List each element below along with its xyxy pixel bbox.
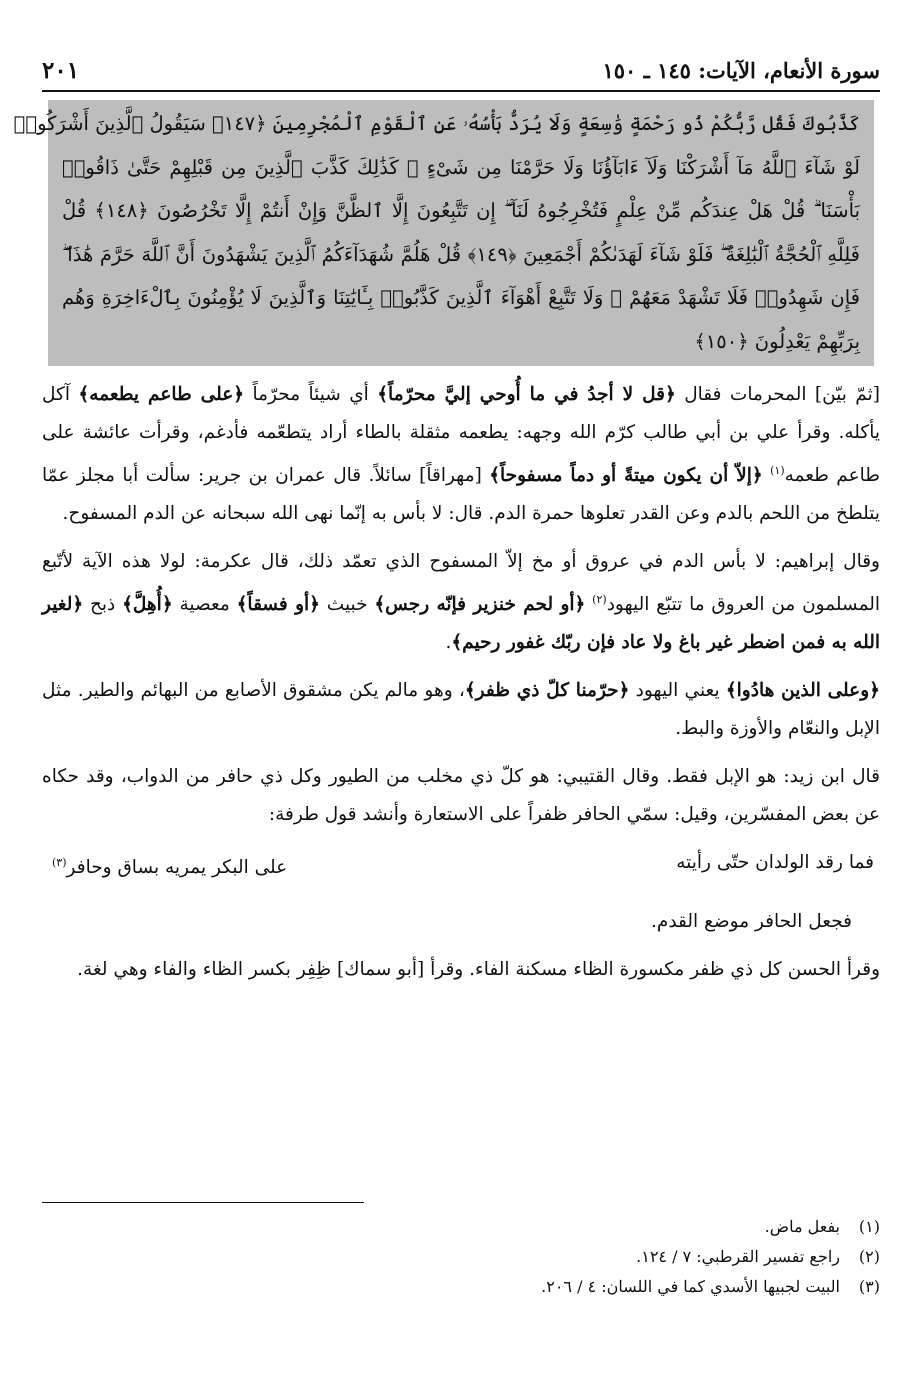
header-rule xyxy=(42,90,880,92)
footnote-number: (٣) xyxy=(858,1277,880,1296)
text-run: [مهراقاً] سائلاً. قال عمران بن جرير: سألت أبا مجلز عمّا يتلطخ من اللحم بالدم وعن القدر تعلوها حمرة الدم. قال: لا بأس به إنّما نهى الله سبحانه عن الدم المسفوح. xyxy=(42,465,880,525)
quran-verses-box xyxy=(13,100,874,366)
text-run: خبيث xyxy=(320,594,375,616)
quoted-verse: ﴿إلاّ أن يكون ميتةً أو دماً مسفوحاً﴾ xyxy=(489,465,763,487)
text-run xyxy=(763,465,770,486)
footnote-item xyxy=(42,1212,880,1242)
text-run: قال ابن زيد: هو الإبل فقط. وقال القتيبي: هو كلّ ذي مخلب من الطيور وكل ذي حافر من الدواب، وقد حكاه عن بعض المفسّرين، وقيل: سمّي الحافر ظفراً على الاستعارة وأنشد قول طرفة: xyxy=(42,766,880,826)
text-run: أي شيئاً محرّماً xyxy=(244,384,378,405)
quoted-verse: ﴿حرّمنا كلّ ذي ظفر﴾ xyxy=(464,680,630,702)
poem-verse xyxy=(42,844,880,887)
quoted-verse: ﴿قل لا أجدُ في ما أُوحي إليَّ محرّماً﴾ xyxy=(377,384,676,405)
after-poem-text: فجعل الحافر موضع القدم. xyxy=(651,911,852,933)
quoted-verse: ﴿وعلى الذين هادُوا﴾ xyxy=(725,680,880,702)
footnote-ref: (١) xyxy=(770,464,785,477)
quoted-verse: ﴿أو فسقاً﴾ xyxy=(236,594,321,616)
footnote-ref: (٢) xyxy=(592,593,607,607)
text-run: يعني اليهود xyxy=(629,680,726,702)
text-run: آكل يأكله. وقرأ علي بن أبي طالب كرّم الله وجهه: يطعمه مثقلة بالطاء أراد يتطعّمه فأدغم، وقرأت عائشة على طاعم طعمه xyxy=(42,384,880,487)
commentary-paragraph xyxy=(42,672,880,748)
text-run: وقال إبراهيم: لا بأس الدم في عروق أو مخ إلاّ المسفوح الذي تعمّد ذلك، قال عكرمة: لولا هذه الآية لأتّبع المسلمون من العروق ما تتبّع اليهود xyxy=(42,551,881,616)
footnote-item xyxy=(42,1272,880,1302)
quran-line: كَذَّبُوكَ فَقُل رَّبُّكُمْ ذُو رَحْمَةٍ وَٰسِعَةٍ وَلَا يُرَدُّ بَأْسُهُۥ عَنِ ٱلْقَوْمِ ٱلْمُجْرِمِينَ ﴿١٤٧﴾ سَيَقُولُ ٱلَّذِينَ أَشْرَكُوا۟ xyxy=(13,112,860,135)
commentary-paragraph xyxy=(42,543,880,662)
footnote-text: بفعل ماض. xyxy=(764,1217,840,1236)
commentary-paragraph xyxy=(42,758,880,834)
page-title: سورة الأنعام، الآيات: ١٤٥ ـ ١٥٠ xyxy=(602,57,880,83)
text-run: معصية xyxy=(172,594,237,616)
poem-hemistich-second-text: على البكر يمريه بساق وحافر xyxy=(66,857,288,879)
text-run: [ثمّ بيّن] المحرمات فقال xyxy=(675,384,880,405)
quoted-verse: ﴿لغير الله به فمن اضطر غير باغ ولا عاد فإن ربّك غفور رحيم﴾ xyxy=(42,594,880,654)
quran-line: بَأْسَنَا ۗ قُلْ هَلْ عِندَكُم مِّنْ عِلْمٍ فَتُخْرِجُوهُ لَنَآ ۖ إِن تَتَّبِعُونَ إِلَّا ٱلظَّنَّ وَإِنْ أَنتُمْ إِلَّا تَخْرُصُونَ ﴿١٤٨﴾ قُلْ xyxy=(62,199,861,222)
quoted-verse: ﴿أو لحم خنزير فإنّه رجس﴾ xyxy=(374,594,586,616)
poem-hemistich-second xyxy=(42,844,287,887)
footnote-text: البيت لجبيها الأسدي كما في اللسان: ٤ / ٢٠٦. xyxy=(541,1277,840,1296)
footnote-number: (٢) xyxy=(858,1247,880,1266)
footnote-text: راجع تفسير القرطبي: ٧ / ١٢٤. xyxy=(636,1247,840,1266)
text-run: ، وهو مالم يكن مشقوق الأصابع من البهائم والطير. مثل الإبل والنعّام والأوزة والبط. xyxy=(42,680,880,740)
poem-hemistich-first: فما رقد الولدان حتّى رأيته xyxy=(676,852,874,874)
quoted-verse: ﴿على طاعم يطعمه﴾ xyxy=(78,384,245,405)
commentary-body xyxy=(42,376,880,999)
quran-line: بِرَبِّهِمْ يَعْدِلُونَ ﴿١٥٠﴾ xyxy=(694,329,860,353)
quran-line: فَإِن شَهِدُوا۟ فَلَا تَشْهَدْ مَعَهُمْ ۚ وَلَا تَتَّبِعْ أَهْوَآءَ ٱلَّذِينَ كَذَّبُوا۟ بِـَٔايَٰتِنَا وَٱلَّذِينَ لَا يُؤْمِنُونَ بِٱلْءَاخِرَةِ وَهُم xyxy=(62,286,860,309)
footnote-rule xyxy=(42,1202,364,1203)
text-run: وقرأ الحسن كل ذي ظفر مكسورة الظاء مسكنة الفاء. وقرأ [أبو سماك] ظِفِر بكسر الظاء والفاء وهي لغة. xyxy=(77,959,880,981)
quoted-verse: ﴿أُهِلَّ﴾ xyxy=(122,594,173,616)
footnote-number: (١) xyxy=(858,1217,880,1236)
footnote-item xyxy=(42,1242,880,1272)
text-run: ذبح xyxy=(83,594,123,616)
commentary-paragraph xyxy=(42,376,880,533)
page-header xyxy=(42,50,880,90)
page-number: ٢٠١ xyxy=(42,56,80,84)
quran-line: فَلِلَّهِ ٱلْحُجَّةُ ٱلْبَٰلِغَةُ ۖ فَلَوْ شَآءَ لَهَدَىٰكُمْ أَجْمَعِينَ ﴿١٤٩﴾ قُلْ هَلُمَّ شُهَدَآءَكُمُ ٱلَّذِينَ يَشْهَدُونَ أَنَّ ٱللَّهَ حَرَّمَ هَٰذَا ۖ xyxy=(62,242,860,266)
page xyxy=(13,0,881,1373)
footnote-ref: (٣) xyxy=(52,856,67,870)
quran-line: لَوْ شَآءَ ٱللَّهُ مَآ أَشْرَكْنَا وَلَآ ءَابَآؤُنَا وَلَا حَرَّمْنَا مِن شَىْءٍ ۚ كَذَٰلِكَ كَذَّبَ ٱلَّذِينَ مِن قَبْلِهِمْ حَتَّىٰ ذَاقُوا۟ xyxy=(62,155,860,179)
last-paragraph xyxy=(42,951,880,989)
text-run: . xyxy=(445,632,452,654)
footnotes xyxy=(42,1212,880,1302)
